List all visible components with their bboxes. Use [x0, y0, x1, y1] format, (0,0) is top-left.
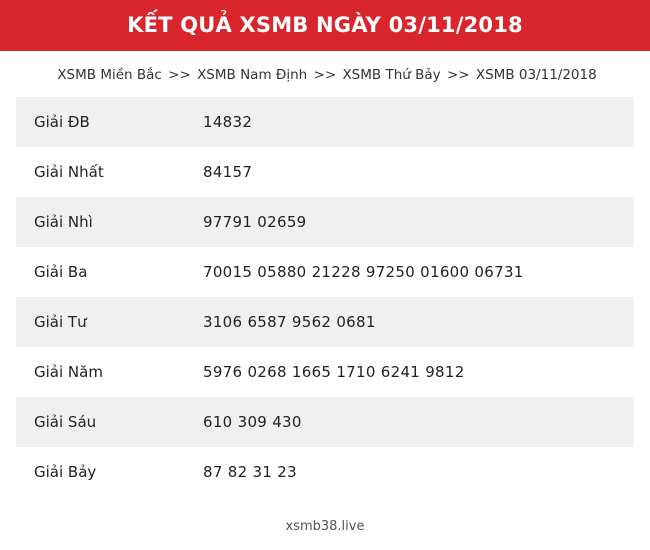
- prize-label: Giải ĐB: [34, 113, 90, 131]
- prize-numbers: 70015 05880 21228 97250 01600 06731: [203, 263, 524, 281]
- prize-numbers: 3106 6587 9562 0681: [203, 313, 376, 331]
- prize-numbers: 610 309 430: [203, 413, 302, 431]
- page-title: KẾT QUẢ XSMB NGÀY 03/11/2018: [0, 0, 650, 51]
- breadcrumb: [0, 51, 650, 97]
- prize-label: Giải Nhì: [34, 213, 93, 231]
- footer: [0, 497, 650, 550]
- prize-label: Giải Tư: [34, 313, 87, 331]
- breadcrumb-separator: >>: [168, 67, 191, 83]
- breadcrumb-separator: >>: [446, 67, 470, 83]
- breadcrumb-item-1[interactable]: XSMB Nam Định: [197, 67, 308, 83]
- table-row: [16, 347, 634, 397]
- prize-numbers: 84157: [203, 163, 253, 181]
- prize-label: Giải Nhất: [34, 163, 104, 181]
- breadcrumb-item-3[interactable]: XSMB 03/11/2018: [475, 67, 597, 83]
- site-name: xsmb38.live: [285, 519, 365, 534]
- prize-label: Giải Năm: [34, 363, 103, 381]
- prize-numbers: 87 82 31 23: [203, 463, 297, 481]
- prize-label: Giải Ba: [34, 263, 88, 281]
- table-row: [16, 247, 634, 297]
- results-table: [0, 97, 650, 497]
- prize-numbers: 14832: [203, 113, 253, 131]
- table-row: [16, 397, 634, 447]
- prize-numbers: 97791 02659: [203, 213, 307, 231]
- breadcrumb-item-2[interactable]: XSMB Thứ Bảy: [342, 67, 441, 83]
- prize-label: Giải Bảy: [34, 463, 97, 481]
- breadcrumb-separator: >>: [313, 67, 337, 83]
- prize-numbers: 5976 0268 1665 1710 6241 9812: [203, 363, 465, 381]
- table-row: [16, 97, 634, 147]
- prize-label: Giải Sáu: [34, 413, 97, 431]
- table-row: [16, 147, 634, 197]
- table-row: [16, 297, 634, 347]
- breadcrumb-item-0[interactable]: XSMB Miền Bắc: [57, 67, 162, 83]
- table-row: [16, 447, 634, 497]
- table-row: [16, 197, 634, 247]
